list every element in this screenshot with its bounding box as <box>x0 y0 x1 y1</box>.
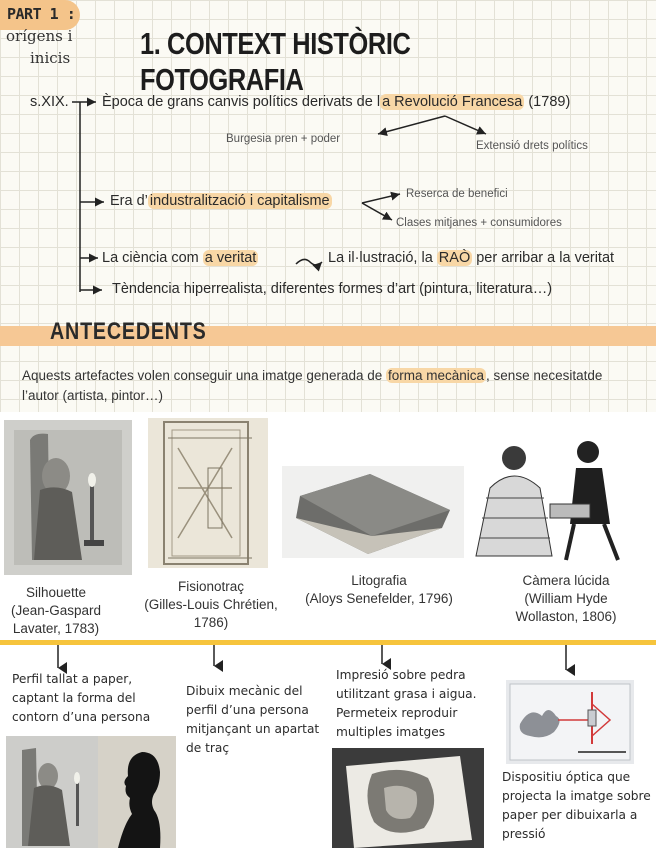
subnote-benefici: Reserca de benefici <box>406 188 508 200</box>
page-title: 1. CONTEXT HISTÒRIC FOTOGRAFIA <box>140 26 411 97</box>
caption-camera-lucida-credit: (William Hyde Wollaston, 1806) <box>515 591 617 624</box>
highlight-veritat: a veritat <box>204 250 257 266</box>
caption-silhouette-name: Silhouette <box>25 585 87 600</box>
caption-litografia <box>304 572 454 608</box>
subnote-burgesia: Burgesia pren + poder <box>226 133 341 145</box>
caption-litografia-credit: (Aloys Senefelder, 1796) <box>305 591 453 606</box>
silhouette-profile-image <box>98 736 176 848</box>
camera-lucida-diagram-image <box>506 680 634 764</box>
context-point-3-right: La il·lustració, la RAÒ per arribar a la veritat <box>328 250 615 266</box>
context-point-4: Tèndencia hiperrealista, diferentes formes d’art (pintura, literatura…) <box>112 281 553 297</box>
litografia-print-image <box>332 748 484 848</box>
caption-silhouette-credit: (Jean-Gaspard Lavater, 1783) <box>10 603 102 636</box>
caption-fisionotrac <box>128 578 294 632</box>
caption-fisionotrac-credit: (Gilles-Louis Chrétien, 1786) <box>144 597 278 630</box>
antecedents-title: ANTECEDENTS <box>50 318 207 345</box>
caption-fisionotrac-name: Fisionotraç <box>177 579 245 594</box>
context-point-1: Època de grans canvis polítics derivats de l a Revolució Francesa (1789) <box>102 94 571 110</box>
caption-camera-lucida <box>496 572 636 626</box>
highlight-forma-mecanica: forma mecànica <box>388 368 485 383</box>
litografia-stone-image <box>282 466 464 558</box>
silhouette-engraving-image <box>4 420 132 575</box>
desc-silhouette: Perfil tallat a paper, captant la forma del contorn d’una persona <box>12 672 151 724</box>
era-label: s.XIX. <box>30 94 69 110</box>
caption-silhouette <box>0 584 112 638</box>
desc-litografia: Impresió sobre pedra utilitzant grasa i aigua. Permeteix reproduir multiples imatges <box>336 668 477 739</box>
highlight-industrialitzacio: industralització i capitalisme <box>149 193 330 209</box>
caption-camera-lucida-name: Càmera lúcida <box>522 573 610 588</box>
subnote-drets: Extensió drets polítics <box>476 140 588 152</box>
part-subtitle-line2: inicis <box>30 49 71 67</box>
part-label: PART 1 : <box>7 5 76 23</box>
camera-lucida-illustration-image <box>470 428 652 566</box>
highlight-revolucio: a Revolució Francesa <box>382 94 523 110</box>
silhouette-engraving-small-image <box>6 736 98 848</box>
highlight-rao: RAÒ <box>438 250 471 266</box>
antecedents-intro: Aquests artefactes volen conseguir una imatge generada de forma mecànica , sense necesitatde l’autor (artista, pintor…) <box>22 368 603 403</box>
context-point-2: Era d’ industralització i capitalisme <box>110 193 330 209</box>
caption-litografia-name: Litografia <box>351 573 407 588</box>
part-subtitle-line1: orígens i <box>6 27 73 45</box>
context-point-3: La ciència com a veritat <box>102 250 257 266</box>
subnote-clases: Clases mitjanes + consumidores <box>396 217 562 229</box>
desc-fisionotrac: Dibuix mecànic del perfil d’una persona mitjançant un apartat de traç <box>186 684 320 755</box>
desc-camera-lucida: Dispositiu óptica que projecta la imatge sobre paper per dibuixarla a pressió <box>502 770 651 841</box>
fisionotrac-drawing-image <box>148 418 268 568</box>
